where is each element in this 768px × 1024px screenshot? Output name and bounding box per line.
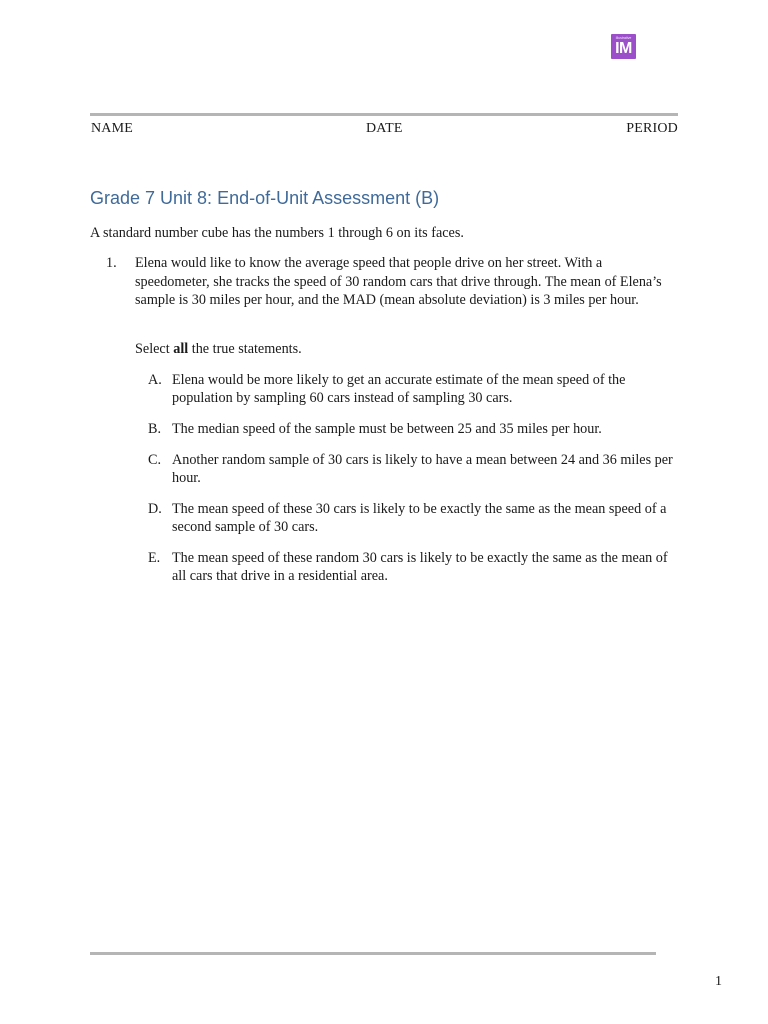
answer-option-c[interactable] bbox=[148, 451, 680, 487]
option-text: Another random sample of 30 cars is likely to have a mean between 24 and 36 miles per hour. bbox=[172, 452, 673, 486]
logo-mark: IM bbox=[615, 40, 632, 57]
header-divider bbox=[90, 113, 678, 116]
illustrative-math-logo bbox=[611, 34, 636, 59]
prompt-text-after: the true statements. bbox=[188, 341, 302, 357]
intro-text: A standard number cube has the numbers 1 through 6 on its faces. bbox=[90, 225, 464, 241]
option-letter: A. bbox=[148, 372, 162, 388]
option-letter: E. bbox=[148, 550, 161, 566]
footer-divider bbox=[90, 952, 656, 955]
answer-option-a[interactable] bbox=[148, 371, 680, 407]
option-letter: C. bbox=[148, 452, 162, 468]
logo-small-text: Illustrative bbox=[615, 36, 632, 40]
question-number: 1. bbox=[106, 255, 117, 271]
period-label: PERIOD bbox=[626, 121, 678, 136]
option-text: The mean speed of these random 30 cars is likely to be exactly the same as the mean of all cars that drive in a residential area. bbox=[172, 550, 668, 584]
name-label: NAME bbox=[91, 121, 134, 136]
question-prompt bbox=[135, 340, 302, 358]
page-number: 1 bbox=[715, 974, 722, 989]
prompt-text-before: Select bbox=[135, 341, 174, 357]
option-letter: D. bbox=[148, 501, 162, 517]
option-letter: B. bbox=[148, 421, 162, 437]
answer-option-b[interactable] bbox=[148, 420, 680, 438]
option-text: The median speed of the sample must be between 25 and 35 miles per hour. bbox=[172, 421, 602, 437]
option-text: Elena would be more likely to get an accurate estimate of the mean speed of the population by sampling 60 cars instead of sampling 30 cars. bbox=[172, 372, 626, 406]
answer-option-d[interactable] bbox=[148, 500, 680, 536]
answer-option-e[interactable] bbox=[148, 549, 680, 585]
date-label: DATE bbox=[366, 121, 403, 136]
answer-options bbox=[148, 371, 680, 598]
page-title: Grade 7 Unit 8: End-of-Unit Assessment (B) bbox=[90, 188, 440, 208]
question-text: Elena would like to know the average speed that people drive on her street. With a speedometer, she tracks the speed of 30 random cars that drive through. The mean of Elena’s sample is 30 miles per hour, and the MAD (mean absolute deviation) is 3 miles per hour. bbox=[135, 255, 662, 308]
option-text: The mean speed of these 30 cars is likely to be exactly the same as the mean speed of a second sample of 30 cars. bbox=[172, 501, 667, 535]
prompt-emphasis: all bbox=[173, 341, 189, 357]
